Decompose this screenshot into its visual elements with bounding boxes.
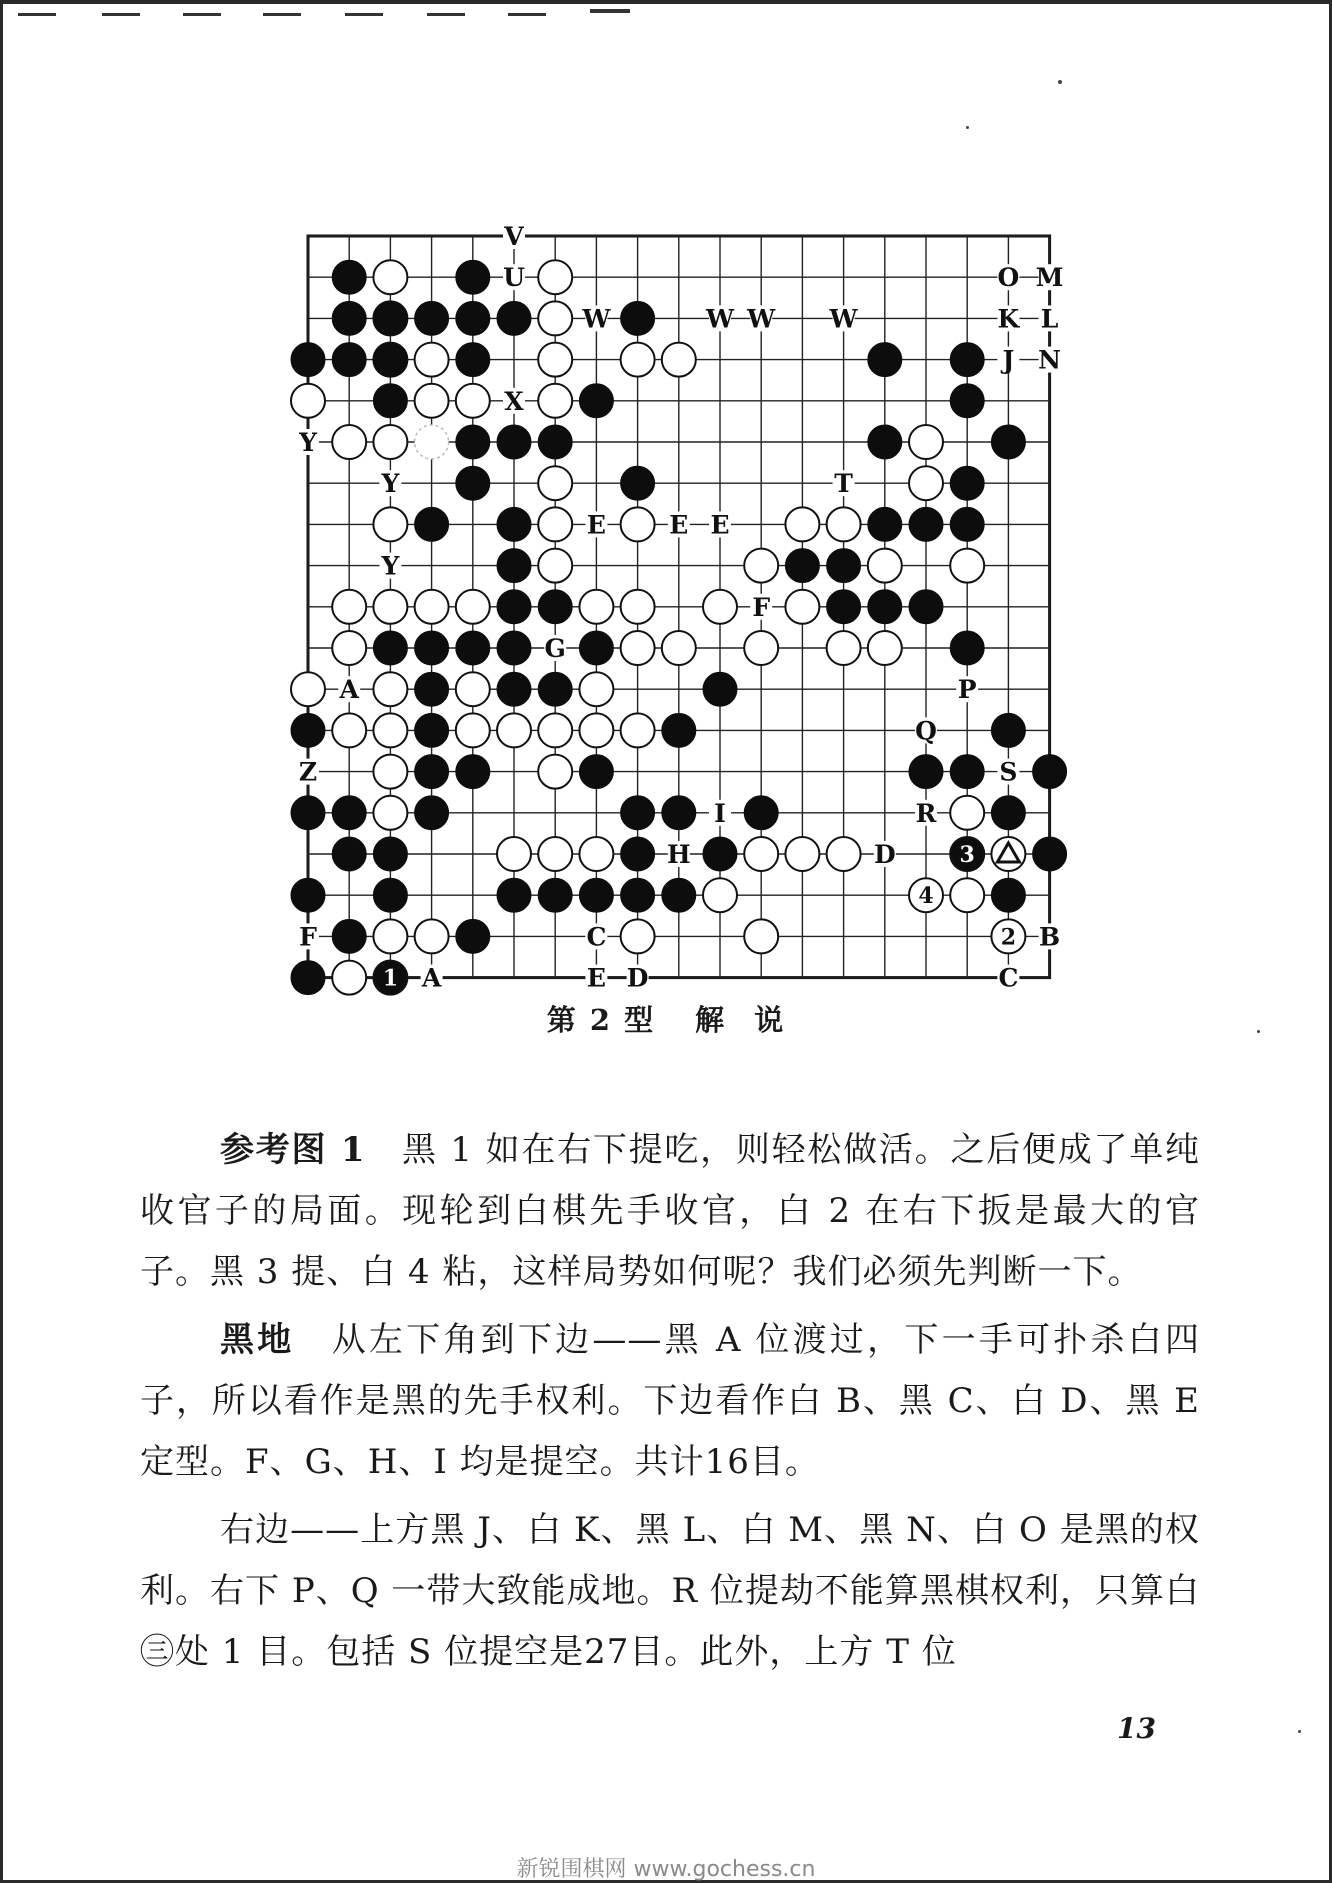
stone-number: 1: [382, 965, 399, 992]
black-stone: [991, 878, 1025, 912]
black-stone: [579, 755, 613, 789]
paragraph-2: [140, 1310, 1200, 1493]
white-stone: [538, 837, 572, 871]
black-stone: [497, 672, 531, 706]
white-stone: [827, 507, 861, 541]
white-stone: [909, 425, 943, 459]
black-stone: [456, 466, 490, 500]
white-stone: [744, 549, 778, 583]
white-stone: [415, 343, 449, 377]
white-stone: [868, 549, 902, 583]
black-stone: [991, 796, 1025, 830]
white-stone: [415, 590, 449, 624]
watermark: 新锐围棋网 www.gochess.cn: [516, 1857, 816, 1882]
black-stone: [497, 425, 531, 459]
white-stone: [415, 384, 449, 418]
black-stone: [827, 590, 861, 624]
white-stone: [621, 590, 655, 624]
black-stone: [291, 796, 325, 830]
black-stone: [950, 631, 984, 665]
letter-mark: K: [997, 304, 1020, 334]
letter-mark: D: [873, 840, 896, 869]
black-stone: [291, 343, 325, 377]
white-stone: [538, 384, 572, 418]
white-stone: [332, 590, 366, 624]
white-stone: [579, 590, 613, 624]
white-stone: [950, 878, 984, 912]
body-text: [140, 1120, 1200, 1690]
white-stone: [621, 343, 655, 377]
paragraph-text: 从左下角到下边——黑 A 位渡过，下一手可扑杀白四子，所以看作是黑的先手权利。下边看作白 B、黑 C、白 D、黑 E 定型。F、G、H、I 均是提空。共计16目。: [140, 1320, 1200, 1482]
white-stone: [373, 755, 407, 789]
letter-mark: Z: [298, 757, 318, 787]
black-stone: [332, 343, 366, 377]
black-stone: [332, 837, 366, 871]
white-stone: [538, 343, 572, 377]
black-stone: [497, 631, 531, 665]
white-stone: [744, 631, 778, 665]
black-stone: [991, 713, 1025, 747]
white-stone: [621, 919, 655, 953]
black-stone: [538, 425, 572, 459]
black-stone: [415, 631, 449, 665]
black-stone: [662, 878, 696, 912]
letter-mark: U: [503, 263, 525, 293]
white-stone: [538, 713, 572, 747]
black-stone: [497, 590, 531, 624]
white-stone: [456, 672, 490, 706]
paragraph-lead: 参考图 1: [220, 1130, 366, 1170]
letter-mark: D: [626, 963, 649, 993]
black-stone: [456, 343, 490, 377]
black-stone: [909, 507, 943, 541]
black-stone: [621, 878, 655, 912]
caption-type: 第 2 型: [546, 1003, 656, 1037]
letter-mark: H: [666, 840, 691, 869]
letter-mark: O: [997, 263, 1020, 293]
letter-mark: E: [586, 510, 606, 540]
black-stone: [950, 755, 984, 789]
black-stone: [868, 507, 902, 541]
caption-jie: 解: [695, 1003, 727, 1037]
black-stone: [415, 713, 449, 747]
white-stone: [744, 837, 778, 871]
letter-mark: W: [747, 304, 776, 334]
black-stone: [579, 631, 613, 665]
letter-mark: G: [544, 634, 566, 663]
black-stone: [579, 384, 613, 418]
white-stone: [332, 425, 366, 459]
white-stone: [373, 919, 407, 953]
white-stone: [703, 878, 737, 912]
black-stone: [291, 713, 325, 747]
white-stone: [744, 919, 778, 953]
letter-mark: R: [915, 798, 937, 828]
black-stone: [415, 672, 449, 706]
letter-mark: I: [714, 798, 726, 828]
letter-mark: V: [504, 222, 524, 251]
black-stone: [991, 425, 1025, 459]
black-stone: [373, 631, 407, 665]
letter-mark: C: [998, 963, 1019, 993]
letter-mark: B: [1039, 922, 1061, 952]
black-stone: [868, 590, 902, 624]
black-stone: [785, 549, 819, 583]
black-stone: [950, 343, 984, 377]
black-stone: [497, 507, 531, 541]
black-stone: [909, 755, 943, 789]
letter-mark: T: [834, 469, 853, 499]
letter-mark: W: [582, 304, 611, 334]
white-stone: [538, 260, 572, 294]
white-stone: [579, 837, 613, 871]
paragraph-text: 右边——上方黑 J、白 K、黑 L、白 M、黑 N、白 O 是黑的权利。右下 P、Q 一带大致能成地。R 位提劫不能算黑棋权利，只算白㊂处 1 目。包括 S 位提空是27目。此外，上方 T 位: [140, 1510, 1200, 1672]
white-stone: [785, 590, 819, 624]
diagram-caption: [0, 998, 1332, 1039]
letter-mark: M: [1035, 263, 1064, 293]
caption-shuo: 说: [754, 1003, 786, 1037]
black-stone: [950, 507, 984, 541]
go-board: [290, 218, 1064, 993]
letter-mark: W: [829, 304, 858, 334]
white-stone: [291, 672, 325, 706]
white-stone: [373, 796, 407, 830]
letter-mark: Y: [381, 469, 400, 499]
letter-mark: C: [586, 922, 607, 952]
black-stone: [456, 631, 490, 665]
stone-number: 3: [959, 842, 975, 868]
white-stone: [538, 301, 572, 335]
black-stone: [373, 878, 407, 912]
white-stone: [538, 755, 572, 789]
white-stone: [538, 549, 572, 583]
white-stone: [373, 507, 407, 541]
stone-number: 4: [918, 883, 934, 910]
white-stone: [827, 631, 861, 665]
scan-speck: [1298, 1730, 1301, 1733]
white-stone: [332, 631, 366, 665]
letter-mark: X: [504, 386, 524, 416]
letter-mark: Y: [299, 428, 317, 457]
letter-mark: F: [752, 592, 771, 622]
white-stone: [621, 713, 655, 747]
white-stone: [456, 590, 490, 624]
black-stone: [332, 919, 366, 953]
black-stone: [373, 384, 407, 418]
white-stone: [373, 260, 407, 294]
black-stone: [456, 301, 490, 335]
white-stone: [497, 837, 531, 871]
white-stone: [538, 466, 572, 500]
black-stone: [456, 919, 490, 953]
black-stone: [291, 961, 325, 995]
scan-top-edge: [0, 0, 1332, 22]
white-stone: [827, 837, 861, 871]
letter-mark: E: [586, 963, 606, 993]
paragraph-1: [140, 1120, 1200, 1303]
white-stone: [662, 343, 696, 377]
black-stone: [497, 301, 531, 335]
paragraph-lead: 黑地: [220, 1320, 295, 1360]
black-stone: [415, 507, 449, 541]
black-stone: [1033, 755, 1067, 789]
black-stone: [373, 343, 407, 377]
black-stone: [621, 796, 655, 830]
stone-number: 2: [1000, 924, 1017, 951]
black-stone: [456, 425, 490, 459]
letter-mark: E: [669, 510, 689, 540]
black-stone: [332, 260, 366, 294]
white-stone: [373, 590, 407, 624]
black-stone: [415, 796, 449, 830]
white-stone: [579, 672, 613, 706]
black-stone: [621, 301, 655, 335]
black-stone: [950, 384, 984, 418]
black-stone: [703, 672, 737, 706]
black-stone: [456, 755, 490, 789]
white-stone: [868, 631, 902, 665]
white-stone: [621, 507, 655, 541]
black-stone: [868, 425, 902, 459]
letter-mark: W: [705, 304, 735, 334]
black-stone: [538, 672, 572, 706]
black-stone: [456, 260, 490, 294]
white-stone: [332, 961, 366, 995]
black-stone: [497, 549, 531, 583]
white-stone: [662, 631, 696, 665]
white-stone: [538, 507, 572, 541]
white-stone: [415, 919, 449, 953]
black-stone: [332, 301, 366, 335]
letter-mark: J: [1002, 345, 1015, 375]
black-stone: [538, 878, 572, 912]
white-stone: [497, 713, 531, 747]
black-stone: [1033, 837, 1067, 871]
black-stone: [827, 549, 861, 583]
black-stone: [538, 590, 572, 624]
white-stone: [456, 713, 490, 747]
black-stone: [744, 796, 778, 830]
paragraph-3: [140, 1500, 1200, 1683]
white-stone: [785, 837, 819, 871]
white-stone: [909, 466, 943, 500]
white-stone: [703, 590, 737, 624]
black-stone: [868, 343, 902, 377]
letter-mark: E: [710, 510, 730, 540]
black-stone: [415, 301, 449, 335]
white-stone: [950, 549, 984, 583]
letter-mark: F: [299, 922, 317, 952]
letter-mark: P: [957, 675, 977, 705]
white-stone: [579, 713, 613, 747]
letter-mark: N: [1038, 345, 1062, 375]
page-number: 13: [1117, 1712, 1156, 1745]
black-stone: [621, 466, 655, 500]
white-stone: [373, 672, 407, 706]
letter-mark: Y: [381, 551, 400, 581]
scan-speck: [1058, 80, 1062, 84]
letter-mark: A: [339, 675, 359, 705]
letter-mark: S: [999, 757, 1018, 787]
white-stone: [456, 384, 490, 418]
white-stone: [785, 507, 819, 541]
black-stone: [373, 301, 407, 335]
white-stone: [373, 425, 407, 459]
white-stone: [950, 796, 984, 830]
black-stone: [415, 755, 449, 789]
black-stone: [703, 837, 737, 871]
paragraph-text: 黑 1 如在右下提吃，则轻松做活。之后便成了单纯收官子的局面。现轮到白棋先手收官，白 2 在右下扳是最大的官子。黑 3 提、白 4 粘，这样局势如何呢？我们必须先判断一下。: [140, 1130, 1200, 1292]
white-stone: [291, 384, 325, 418]
black-stone: [662, 713, 696, 747]
black-stone: [373, 837, 407, 871]
scan-speck: [966, 126, 969, 129]
black-stone: [332, 796, 366, 830]
black-stone: [291, 878, 325, 912]
letter-mark: L: [1040, 304, 1059, 334]
black-stone: [909, 590, 943, 624]
captured-stone: [415, 425, 449, 459]
black-stone: [497, 878, 531, 912]
go-board-diagram: [290, 218, 1064, 993]
white-stone: [373, 713, 407, 747]
letter-mark: Q: [915, 716, 937, 746]
white-stone: [332, 713, 366, 747]
black-stone: [662, 796, 696, 830]
black-stone: [621, 837, 655, 871]
letter-mark: A: [421, 963, 442, 993]
white-stone: [621, 631, 655, 665]
black-stone: [579, 878, 613, 912]
black-stone: [950, 466, 984, 500]
